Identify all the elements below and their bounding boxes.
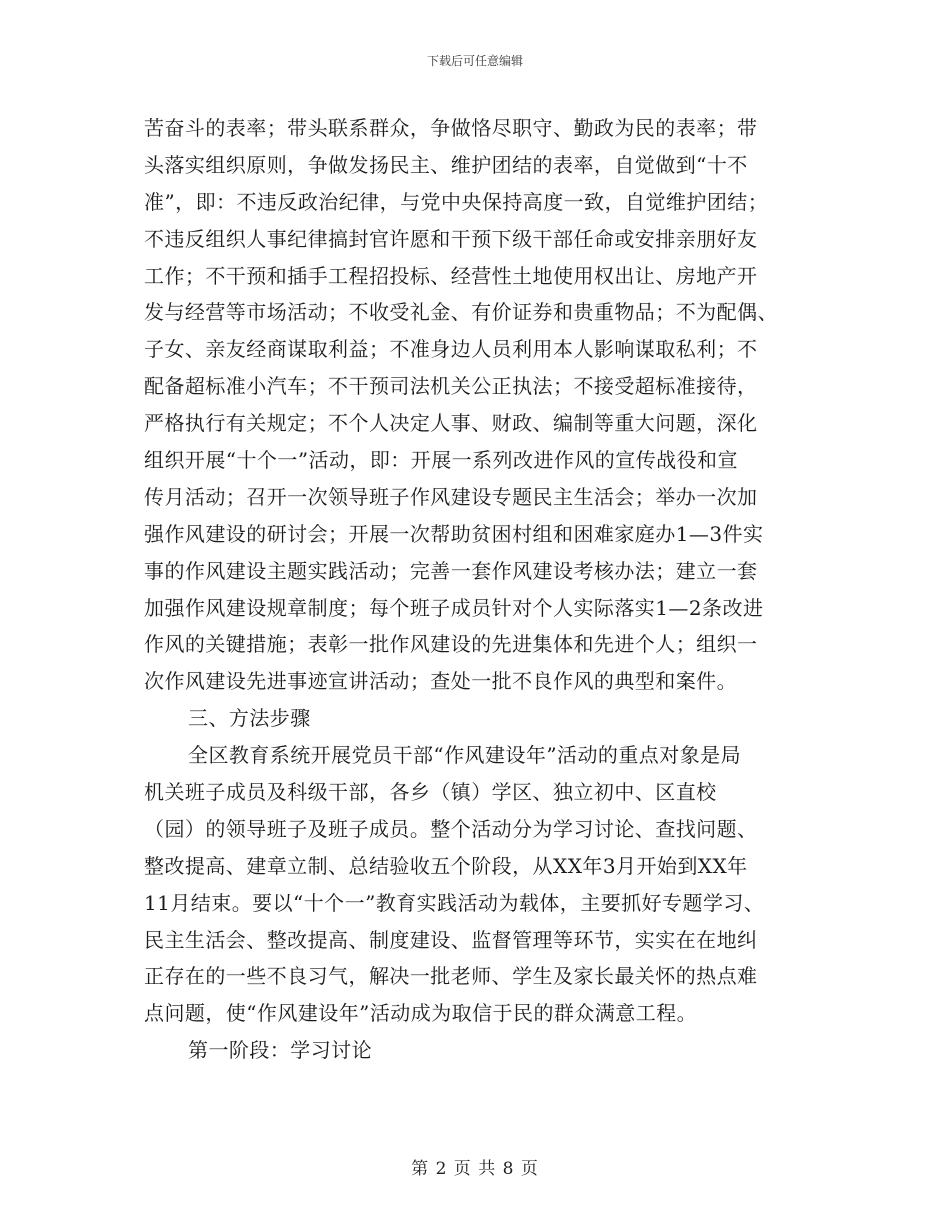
- body-line: 准”，即：不违反政治纪律，与党中央保持高度一致，自觉维护团结；: [144, 189, 769, 214]
- body-line: 民主生活会、整改提高、制度建设、监督管理等环节，实实在在地纠: [144, 927, 758, 952]
- body-line: 头落实组织原则，争做发扬民主、维护团结的表率，自觉做到“十不: [144, 152, 748, 177]
- page-header: 下载后可任意编辑: [426, 54, 523, 68]
- section-heading: 三、方法步骤: [188, 706, 311, 731]
- body-line: 次作风建设先进事迹宣讲活动；查处一批不良作风的典型和案件。: [144, 669, 738, 694]
- body-line: 正存在的一些不良习气，解决一批老师、学生及家长最关怀的热点难: [144, 964, 758, 989]
- paragraph-first-line: 全区教育系统开展党员干部“作风建设年”活动的重点对象是局: [188, 743, 742, 768]
- page-number: 第 2 页 共 8 页: [411, 1159, 539, 1179]
- body-line: 子女、亲友经商谋取利益；不准身边人员利用本人影响谋取私利；不: [144, 337, 758, 362]
- body-line: 苦奋斗的表率；带头联系群众，争做恪尽职守、勤政为民的表率；带: [144, 116, 758, 140]
- body-line: 作风的关键措施；表彰一批作风建设的先进集体和先进个人；组织一: [144, 632, 758, 657]
- body-line: 点问题，使“作风建设年”活动成为取信于民的群众满意工程。: [144, 1001, 698, 1026]
- body-line: 严格执行有关规定；不个人决定人事、财政、编制等重大问题，深化: [144, 411, 758, 436]
- body-line: 机关班子成员及科级干部，各乡（镇）学区、独立初中、区直校: [144, 780, 717, 805]
- body-line: （园）的领导班子及班子成员。整个活动分为学习讨论、查找问题、: [144, 816, 758, 841]
- body-line: 传月活动；召开一次领导班子作风建设专题民主生活会；举办一次加: [144, 484, 758, 509]
- document-body: [144, 110, 834, 1069]
- body-line: 11月结束。要以“十个一”教育实践活动为载体，主要抓好专题学习、: [144, 890, 765, 915]
- body-line: 事的作风建设主题实践活动；完善一套作风建设考核办法；建立一套: [144, 558, 758, 583]
- body-line: 组织开展“十个一”活动，即：开展一系列改进作风的宣传战役和宣: [144, 448, 738, 473]
- body-line: 加强作风建设规章制度；每个班子成员针对个人实际落实1—2条改进: [144, 595, 764, 620]
- body-line: 配备超标准小汽车；不干预司法机关公正执法；不接受超标准接待，: [144, 374, 758, 399]
- body-line: 工作；不干预和插手工程招投标、经营性土地使用权出让、房地产开: [144, 263, 758, 288]
- subsection-heading: 第一阶段：学习讨论: [188, 1038, 373, 1063]
- body-line: 不违反组织人事纪律搞封官许愿和干预下级干部任命或安排亲朋好友: [144, 226, 758, 251]
- body-line: 强作风建设的研讨会；开展一次帮助贫困村组和困难家庭办1—3件实: [144, 521, 764, 546]
- body-line: 整改提高、建章立制、总结验收五个阶段，从XX年3月开始到XX年: [144, 853, 748, 878]
- body-line: 发与经营等市场活动；不收受礼金、有价证券和贵重物品；不为配偶、: [144, 300, 778, 325]
